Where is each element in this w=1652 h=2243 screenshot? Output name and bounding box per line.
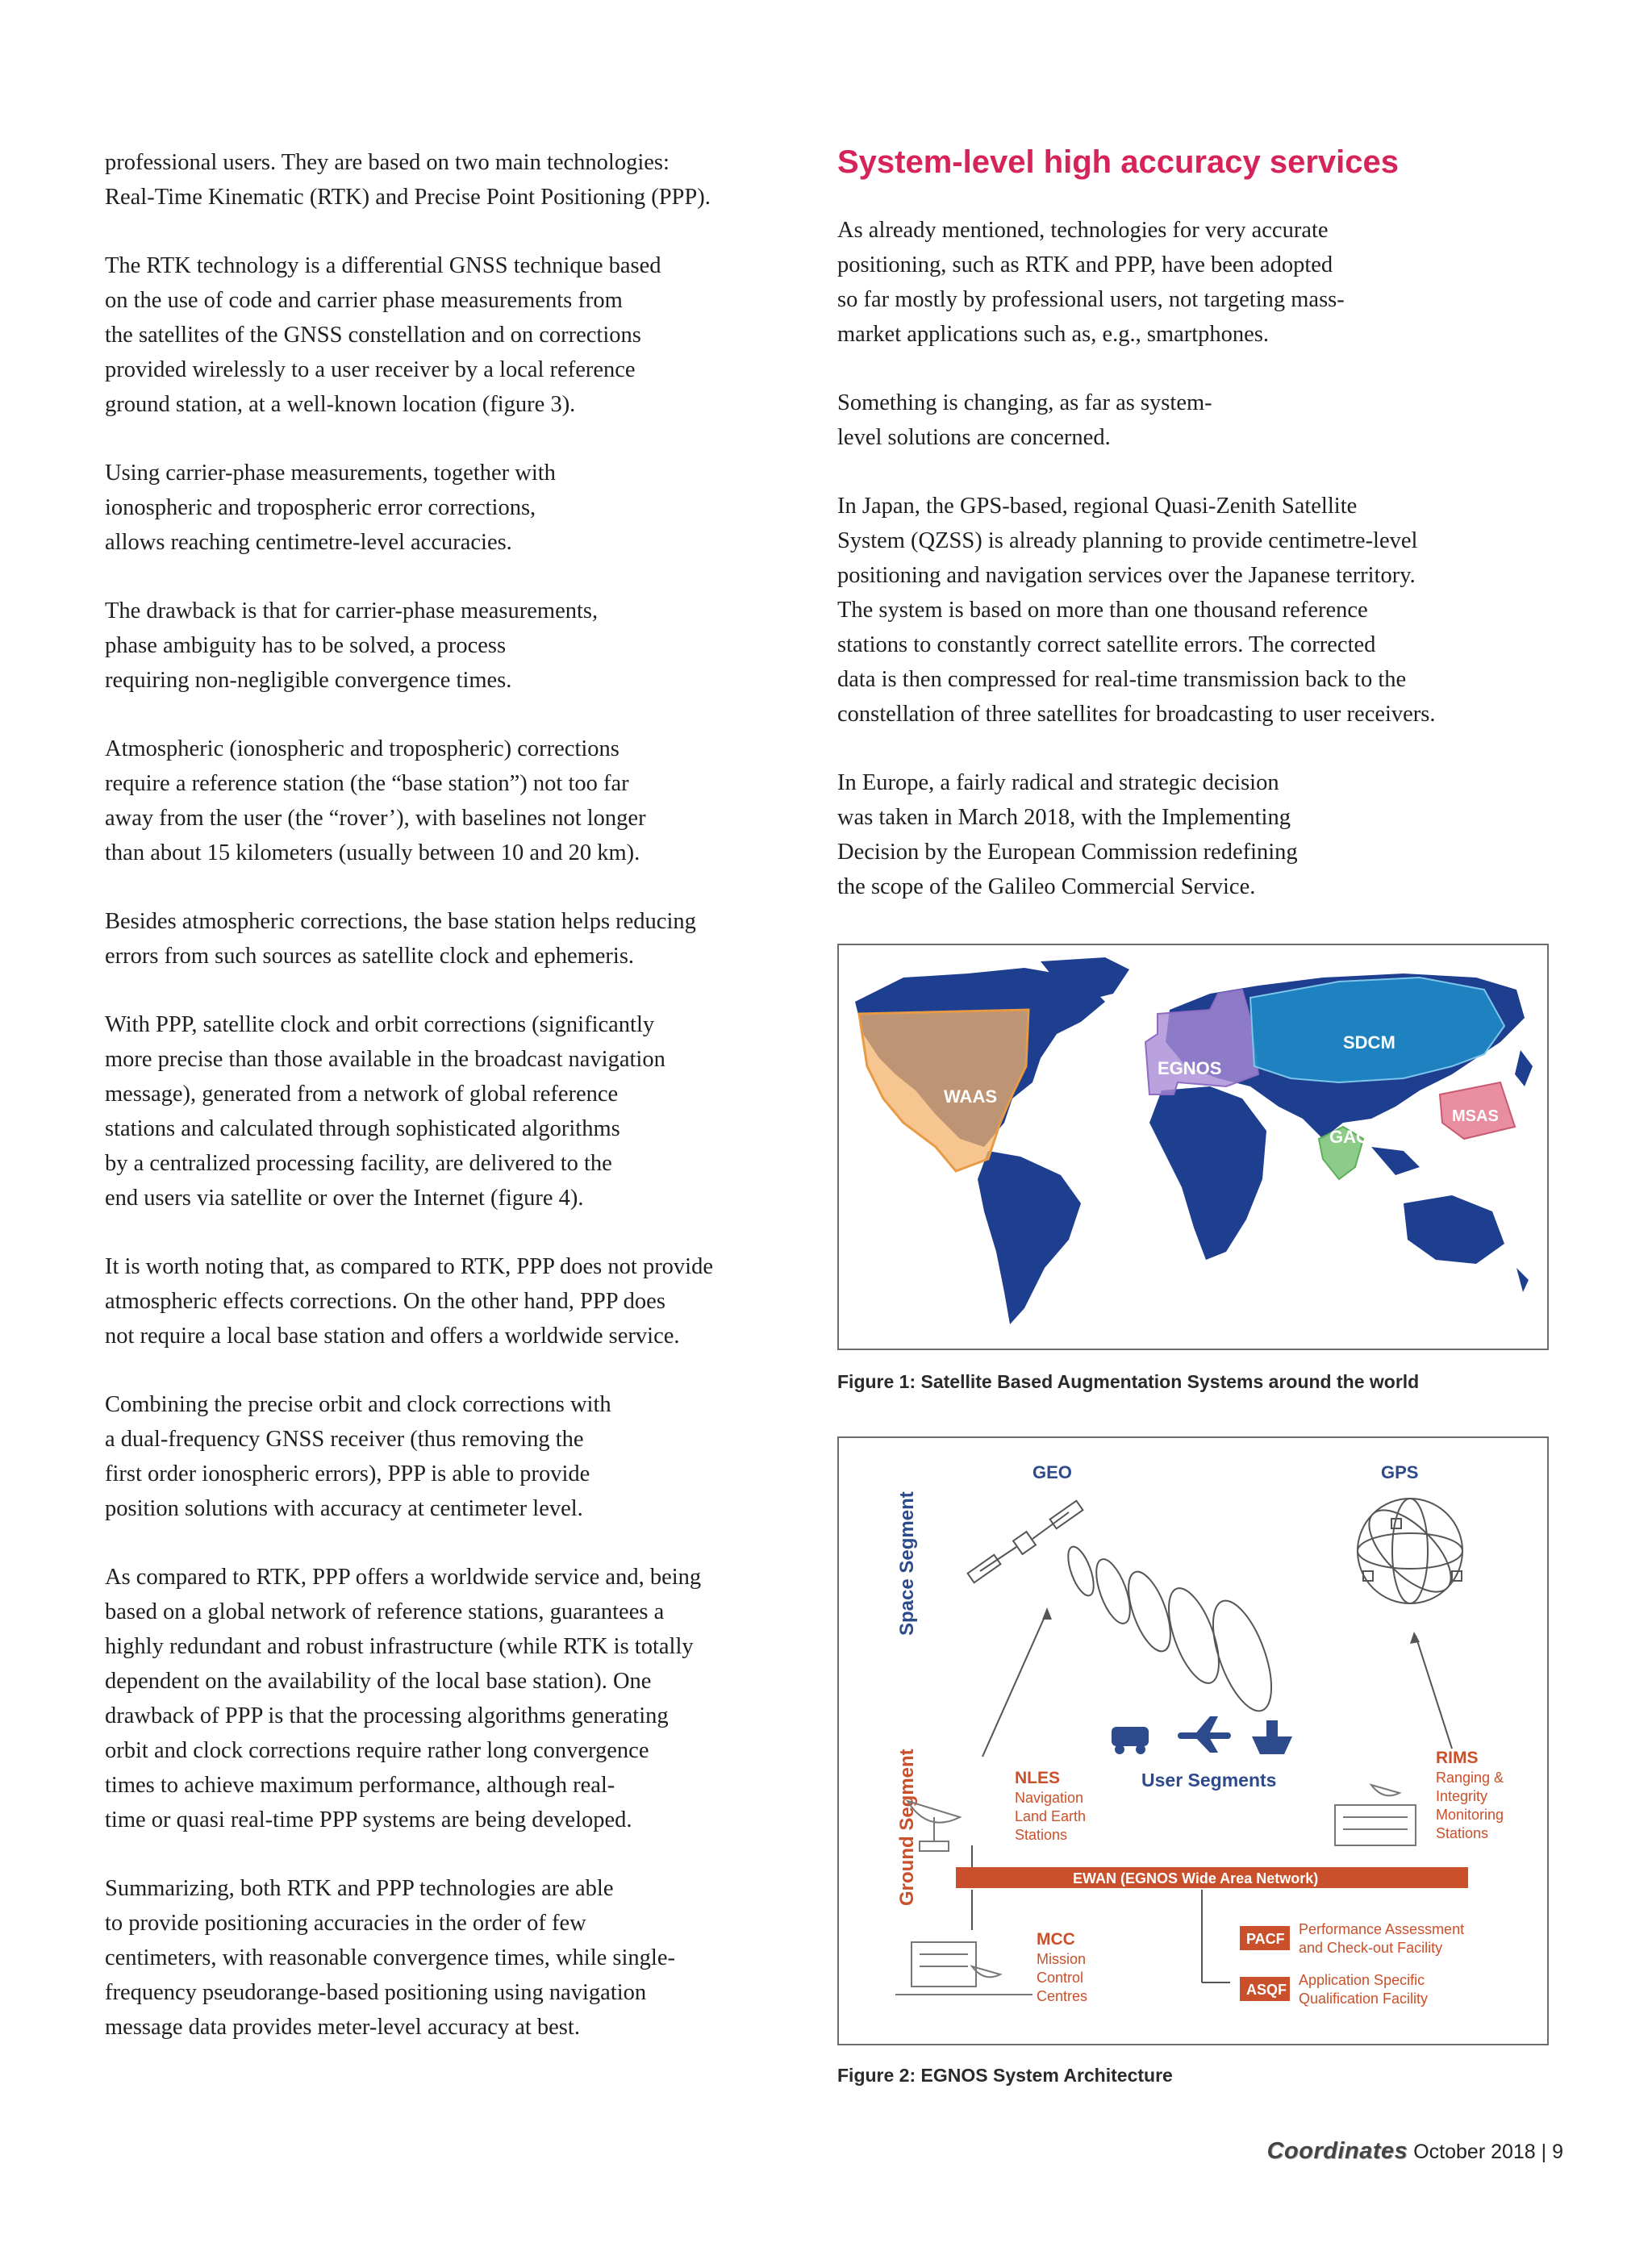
- left-column: [105, 145, 799, 2078]
- paragraph: The RTK technology is a differential GNSS technique based on the use of code and carrier phase measurements from the satellites of the GNSS constellation and on corrections provided wirelessly to a user receiver by a local reference ground station, at a well-known location (figure 3).: [105, 253, 661, 417]
- asqf-tag-text: ASQF: [1246, 1982, 1287, 1998]
- gps-label: GPS: [1381, 1462, 1419, 1482]
- monitoring-station-icon: [1335, 1785, 1416, 1845]
- page-footer: [1267, 2138, 1563, 2165]
- signal-waves-icon: [1063, 1544, 1283, 1718]
- space-segment-label: Space Segment: [896, 1491, 918, 1636]
- paragraph: As already mentioned, technologies for very accurate positioning, such as RTK and PPP, have been adopted so far mostly by professional users, not targeting mass- market applications such as, e.g., smartphones.: [837, 218, 1345, 347]
- paragraph: The drawback is that for carrier-phase measurements, phase ambiguity has to be solved, a process requiring non-negligible convergence times.: [105, 598, 599, 693]
- paragraph: Combining the precise orbit and clock corrections with a dual-frequency GNSS receiver (thus removing the first order ionospheric errors), PPP is able to provide position solutions with accuracy at centimeter level.: [105, 1392, 611, 1521]
- paragraph: Atmospheric (ionospheric and tropospheric) corrections require a reference station (the “base station”) not too far away from the user (the “rover’), with baselines not longer than about 15 kilometers (usually between 10 and 20 km).: [105, 736, 646, 865]
- asqf-line: Qualification Facility: [1299, 1991, 1429, 2007]
- paragraph: In Japan, the GPS-based, regional Quasi-Zenith Satellite System (QZSS) is already planning to provide centimetre-level positioning and navigation services over the Japanese territory. The system is based on more than one thousand reference stations to constantly correct satellite errors. The corrected data is then compressed for real-time transmission back to the constellation of three satellites for broadcasting to user receivers.: [837, 494, 1436, 727]
- paragraph: Using carrier-phase measurements, together with ionospheric and tropospheric error corrections, allows reaching centimetre-level accuracies.: [105, 461, 556, 555]
- msas-label: MSAS: [1452, 1107, 1499, 1125]
- ship-icon: [1252, 1720, 1292, 1754]
- issue-and-page: October 2018 | 9: [1413, 2141, 1563, 2163]
- arrow-head: [1042, 1607, 1052, 1620]
- asqf-line: Application Specific: [1299, 1972, 1425, 1988]
- mcc-line: Control: [1037, 1970, 1084, 1986]
- waas-label: WAAS: [944, 1086, 997, 1107]
- rims-line: Monitoring: [1436, 1807, 1504, 1823]
- geo-label: GEO: [1032, 1462, 1072, 1482]
- car-icon: [1112, 1727, 1149, 1754]
- paragraph: Summarizing, both RTK and PPP technologies are able to provide positioning accuracies in the order of few centimeters, with reasonable convergence times, while single- frequency pseudorange-based positioning using navigation message data provides meter-level accuracy at best.: [105, 1876, 675, 2040]
- user-segments-label: User Segments: [1141, 1770, 1277, 1791]
- control-centre-icon: [895, 1942, 1032, 1995]
- gagan-label: GAGAN: [1329, 1127, 1395, 1147]
- rims-line: Ranging &: [1436, 1770, 1504, 1786]
- paragraph: Besides atmospheric corrections, the base station helps reducing errors from such sources as satellite clock and ephemeris.: [105, 909, 696, 969]
- magazine-brand: Coordinates: [1266, 2138, 1408, 2164]
- sdcm-region: [1250, 978, 1504, 1082]
- figure-2-diagram: [837, 1436, 1549, 2045]
- paragraph: Something is changing, as far as system- level solutions are concerned.: [837, 390, 1212, 450]
- figure-2-caption: Figure 2: EGNOS System Architecture: [837, 2065, 1173, 2086]
- sdcm-label: SDCM: [1343, 1032, 1395, 1053]
- paragraph: It is worth noting that, as compared to RTK, PPP does not provide atmospheric effects corrections. On the other hand, PPP does not require a local base station and offers a worldwide service.: [105, 1254, 713, 1349]
- sbas-world-map: [839, 945, 1547, 1349]
- paragraph: In Europe, a fairly radical and strategic decision was taken in March 2018, with the Implementing Decision by the European Commission redefining the scope of the Galileo Commercial Service.: [837, 770, 1298, 899]
- egnos-architecture-diagram: [839, 1438, 1547, 2044]
- figure-1-caption: Figure 1: Satellite Based Augmentation Systems around the world: [837, 1371, 1420, 1392]
- airplane-icon: [1178, 1716, 1231, 1753]
- nles-line: Navigation: [1015, 1790, 1084, 1806]
- right-column: [837, 144, 1563, 938]
- rims-line: Integrity: [1436, 1788, 1488, 1804]
- figure-1-map: [837, 944, 1549, 1350]
- pacf-line: and Check-out Facility: [1299, 1940, 1443, 1956]
- egnos-label: EGNOS: [1158, 1058, 1222, 1078]
- mcc-line: Mission: [1037, 1951, 1087, 1967]
- nles-title: NLES: [1015, 1769, 1061, 1787]
- nles-line: Land Earth: [1015, 1808, 1087, 1824]
- arrow-head: [1410, 1632, 1420, 1644]
- ground-segment-label: Ground Segment: [896, 1749, 918, 1906]
- pacf-line: Performance Assessment: [1299, 1921, 1465, 1937]
- rims-title: RIMS: [1436, 1749, 1479, 1767]
- uplink-arrow: [982, 1611, 1047, 1757]
- paragraph: professional users. They are based on two main technologies: Real-Time Kinematic (RTK) and Precise Point Positioning (PPP).: [105, 150, 711, 210]
- mcc-title: MCC: [1037, 1930, 1075, 1949]
- section-heading: System-level high accuracy services: [837, 144, 1399, 180]
- rims-arrow: [1416, 1636, 1452, 1749]
- ewan-label: EWAN (EGNOS Wide Area Network): [1073, 1870, 1319, 1887]
- mcc-line: Centres: [1037, 1988, 1088, 2004]
- paragraph: As compared to RTK, PPP offers a worldwide service and, being based on a global network of reference stations, guarantees a highly redundant and robust infrastructure (while RTK is totally dependent on the availability of the local base station). One drawback of PPP is that the processing algorithms generating orbit and clock corrections require rather long convergence times to achieve maximum performance, although real- time or quasi real-time PPP systems are being developed.: [105, 1565, 702, 1832]
- gps-constellation-icon: [1356, 1497, 1464, 1605]
- rims-line: Stations: [1436, 1825, 1489, 1841]
- geo-satellite-icon: [968, 1501, 1083, 1582]
- pacf-tag-text: PACF: [1246, 1931, 1285, 1947]
- paragraph: With PPP, satellite clock and orbit corrections (significantly more precise than those available in the broadcast navigation message), generated from a network of global reference stations and calculated through sophisticated algorithms by a centralized processing facility, are delivered to the end users via satellite or over the Internet (figure 4).: [105, 1012, 665, 1211]
- nles-line: Stations: [1015, 1827, 1068, 1843]
